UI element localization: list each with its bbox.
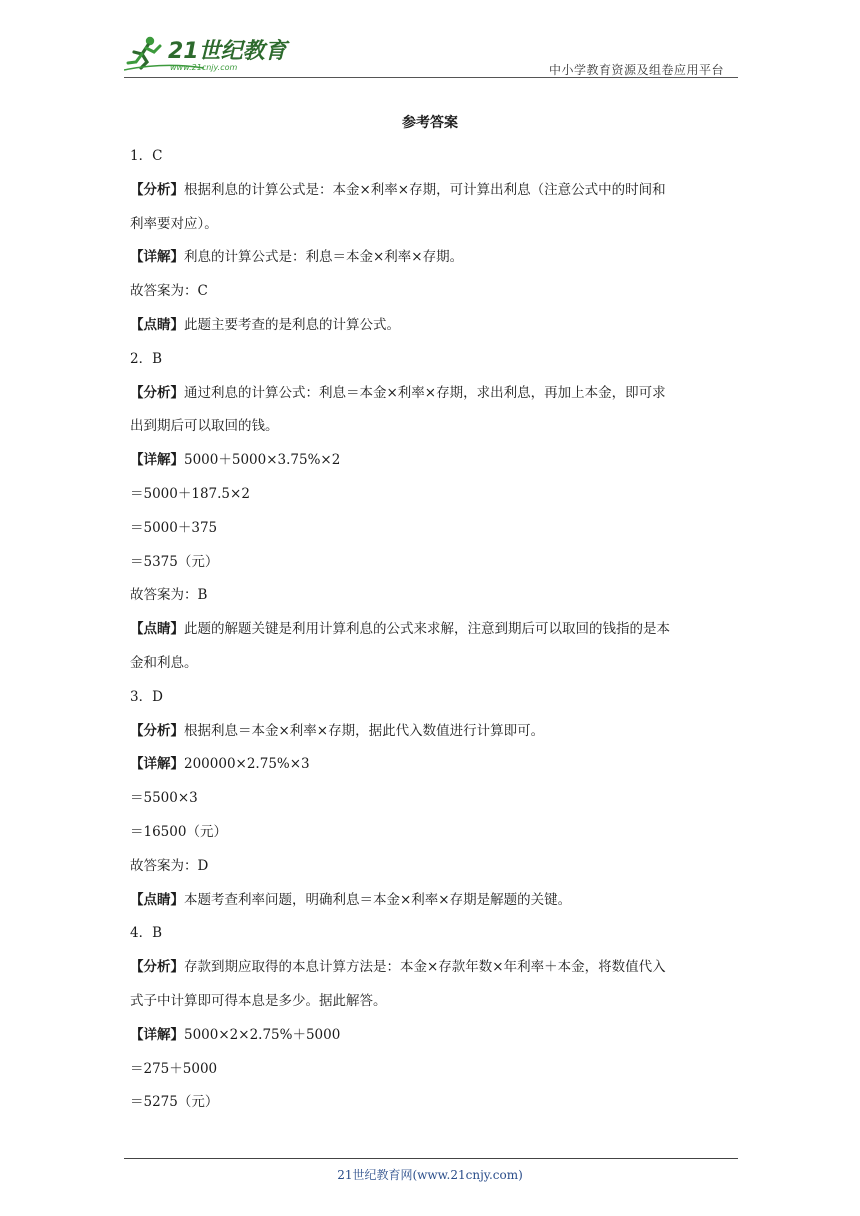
line-text: 故答案为：B [130,587,208,604]
section-tag: 【分析】 [130,722,184,739]
logo-url: www.21cnjy.com [170,63,238,72]
line-text: 3．D [130,688,163,705]
line-text: ＝5000＋187.5×2 [130,485,250,502]
text-line [130,1089,730,1123]
text-line [130,988,730,1022]
header-divider [124,77,738,78]
line-text: 利率要对应）。 [130,215,218,232]
section-tag: 【分析】 [130,181,184,198]
section-tag: 【点睛】 [130,891,184,908]
section-tag: 【详解】 [130,1026,184,1043]
line-text: 存款到期应取得的本息计算方法是：本金×存款年数×年利率＋本金，将数值代入 [184,959,666,976]
text-line [130,718,730,752]
page-title: 参考答案 [402,115,458,131]
line-text: 出到期后可以取回的钱。 [130,418,279,435]
line-text: 4．B [130,925,163,942]
page-header [124,28,738,78]
text-line [130,920,730,954]
text-line [130,244,730,278]
section-tag: 【详解】 [130,249,184,266]
section-tag: 【点睛】 [130,621,184,638]
line-text: 根据利息的计算公式是：本金×利率×存期，可计算出利息（注意公式中的时间和 [184,181,666,198]
text-line [130,346,730,380]
line-text: 故答案为：C [130,283,208,300]
text-line [130,684,730,718]
text-line [130,887,730,921]
line-text: 5000×2×2.75%＋5000 [184,1026,341,1043]
line-text: 式子中计算即可得本息是多少。据此解答。 [130,992,387,1009]
line-text: 2．B [130,350,163,367]
text-line [130,177,730,211]
line-text: ＝5500×3 [130,790,198,807]
line-text: 本题考查利率问题，明确利息＝本金×利率×存期是解题的关键。 [184,891,572,908]
text-line [130,1022,730,1056]
section-tag: 【分析】 [130,959,184,976]
line-text: ＝5275（元） [130,1094,219,1111]
answer-content [130,143,730,1123]
logo-text: 21世纪教育 [168,39,287,64]
line-text: 1．C [130,148,163,164]
text-line [130,650,730,684]
line-text: 根据利息＝本金×利率×存期，据此代入数值进行计算即可。 [184,722,545,739]
line-text: 故答案为：D [130,857,209,874]
footer-divider [124,1158,738,1159]
text-line [130,312,730,346]
line-text: 此题主要考查的是利息的计算公式。 [184,316,400,333]
line-text: 此题的解题关键是利用计算利息的公式来求解，注意到期后可以取回的钱指的是本 [184,621,670,638]
text-line [130,278,730,312]
line-text: 金和利息。 [130,654,198,671]
line-text: ＝5000＋375 [130,519,218,536]
line-text: 5000＋5000×3.75%×2 [184,452,341,469]
text-line [130,582,730,616]
text-line [130,785,730,819]
text-line [130,515,730,549]
line-text: 通过利息的计算公式：利息＝本金×利率×存期，求出利息，再加上本金，即可求 [184,384,666,401]
text-line [130,447,730,481]
line-text: 200000×2.75%×3 [184,756,310,773]
text-line [130,143,730,177]
section-tag: 【详解】 [130,452,184,469]
text-line [130,549,730,583]
section-tag: 【点睛】 [130,316,184,333]
header-platform-text: 中小学教育资源及组卷应用平台 [548,63,724,77]
site-logo [124,32,294,74]
text-line [130,413,730,447]
text-line [130,380,730,414]
text-line [130,751,730,785]
text-line [130,853,730,887]
line-text: ＝275＋5000 [130,1060,218,1077]
section-tag: 【分析】 [130,384,184,401]
text-line [130,616,730,650]
line-text: 利息的计算公式是：利息＝本金×利率×存期。 [184,249,464,266]
text-line [130,1056,730,1090]
text-line [130,481,730,515]
section-tag: 【详解】 [130,756,184,773]
text-line [130,954,730,988]
line-text: ＝16500（元） [130,823,227,840]
line-text: ＝5375（元） [130,553,219,570]
text-line [130,211,730,245]
text-line [130,819,730,853]
runner-logo-icon [124,32,294,74]
footer-text: 21世纪教育网(www.21cnjy.com) [337,1168,523,1182]
